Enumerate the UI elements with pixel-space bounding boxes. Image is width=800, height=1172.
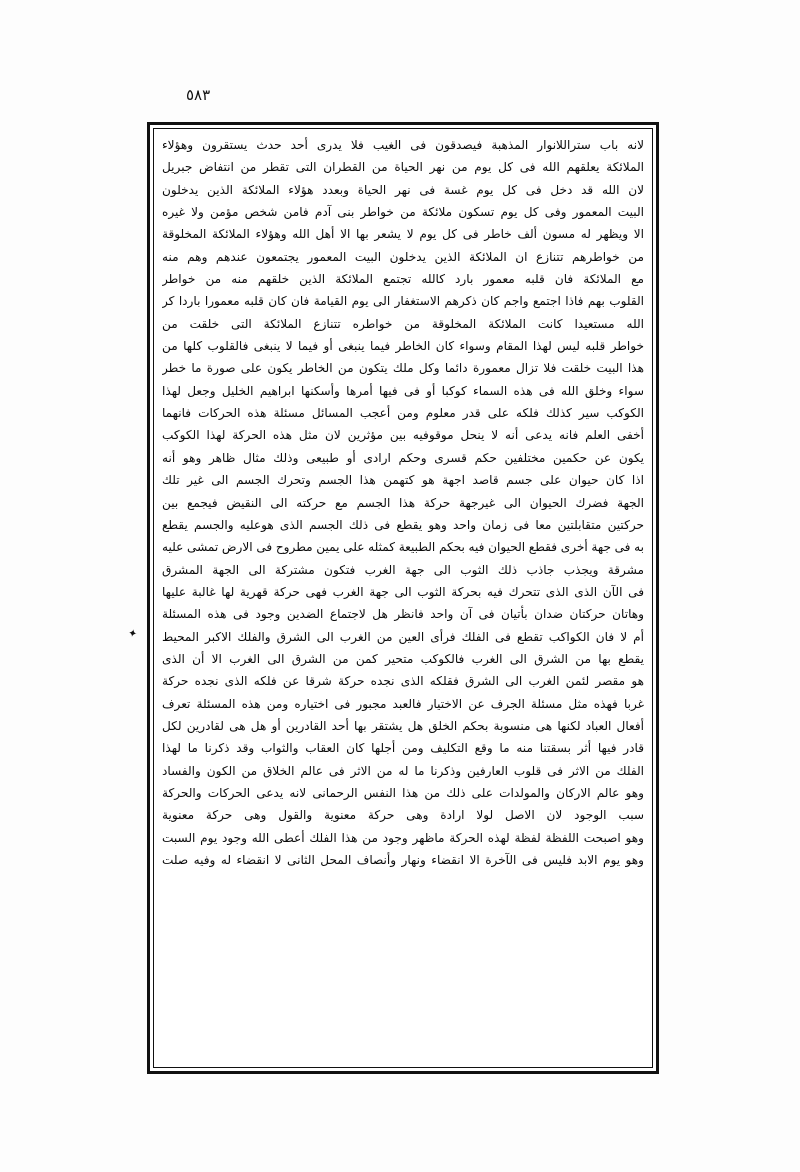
- body-text-line: به فى جهة أخرى فقطع الحيوان فيه بحكم الطبيعة كمثله على يمين مطروح فى الارض تمشى عليه: [162, 540, 644, 555]
- body-text-line: القلوب بهم فاذا اجتمع واجم كان ذكرهم الاستغفار الى يوم القيامة فان كان قلبه معمورا باردا كر: [162, 294, 644, 309]
- body-text-line: الفلك من الاثر فى قلوب العارفين وذكرنا ما له من الاثر فى عالم الخلاق من الكون والفساد: [162, 763, 644, 778]
- body-text-line: سبب الوجود لان الاصل لولا ارادة وهى حركة معنوية والقول وهى حركة معنوية: [162, 808, 644, 823]
- body-text-line: الا ويظهر له مسون ألف خاطر فى كل يوم لا يشعر بها الا أهل الله وهؤلاء الملائكة المخلوقة: [162, 227, 644, 242]
- body-text-line: هو مقصر لئمن الغرب الى الشرق فقلكه الذى نجده حركة شرقا عن فلكه الذى نجده حركة: [162, 674, 644, 689]
- body-text-line: من خواطرهم تتنازع ان الملائكة الذين يدخلون البيت المعمور يجتمعون عندهم وهم منه: [162, 249, 644, 264]
- body-text-line: الملائكة يعلقهم الله فى كل يوم من نهر الحياة من القطران التى تقطر من انتفاض جبريل: [162, 160, 644, 175]
- body-text-line: غربا فهذه مثل مسئلة الجرف عن الاختيار فالعبد مجبور فى اختياره ومن هذه المسئلة تعرف: [162, 696, 644, 711]
- body-text-line: مشرقة ويجذب جاذب ذلك الثوب الى جهة الغرب فتكون مشتركة الى الجهة المشرق: [162, 562, 644, 577]
- margin-mark-glyph: ✦: [126, 626, 139, 641]
- body-text-line: وهو اصبحت اللفظة لفظة لهذه الحركة ماظهر وجود من هذا الفلك أعطى الله وجود يوم السبت: [162, 830, 644, 845]
- body-text-line: يقطع بها من الشرق الى الغرب فالكوكب متحير كمن من الشرق الى الغرب الا أن الذى: [162, 651, 644, 666]
- body-text-line: أخفى العلم فانه يدعى أنه لا ينحل موقوفيه بين مؤثرين لان مثل هذه الحركة لهذا الكوكب: [162, 428, 644, 443]
- body-text-line: قادر فيها أثر بسقتنا منه ما وقع التكليف ومن أجلها كان العقاب والثواب وقد ذكرنا ما لهذا: [162, 741, 644, 756]
- margin-mark: [126, 626, 139, 641]
- body-text-line: فى الآن الذى الذى تتحرك فيه بحركة الثوب الى جهة الغرب فهى حركة قهرية لها غالبة عليها: [162, 584, 644, 599]
- body-text-block: [162, 134, 644, 1062]
- body-text-line: هذا البيت خلقت فلا تزال معمورة دائما وكل ملك يتكون من الخاطر يكون على صورة ما خطر: [162, 361, 644, 376]
- body-text-line: حركتين متقابلتين معا فى زمان واحد وهو يقطع فى ذلك الجسم الذى هوعليه والجسم يقطع: [162, 517, 644, 532]
- body-text-line: مع الملائكة فان قلبه معمور بارد كالله تجتمع الملائكة الذين خلقهم منه من خواطر: [162, 272, 644, 287]
- body-text-line: وهو عالم الاركان والمولدات على ذلك من هذا النفس الرحمانى لانه يدعى الحركات والحركة: [162, 785, 644, 800]
- body-text-line: وهاتان حركتان ضدان بأتيان فى آن واحد فانظر هل لاجتماع الضدين وجود فى هذه المسئلة: [162, 607, 644, 622]
- page-number: ٥٨٣: [186, 86, 211, 104]
- body-text-line: يكون عن حكمين مختلفين حكم قسرى وحكم ارادى أو طبيعى وذلك مثال ظاهر وهو أنه: [162, 450, 644, 465]
- body-text-line: اذا كان حيوان على جسم قاصد اجهة هو كتهمن هذا الجسم وتحرك الجسم الى غير تلك: [162, 473, 644, 488]
- body-text-line: خواطر قلبه ليس لهذا المقام وسواء كان الخاطر فيما ينبغى أو فيما لا ينبغى فالقلوب كلها من: [162, 339, 644, 354]
- body-text-line: الكوكب سير كذلك فلكه على قدر معلوم ومن أعجب المسائل مسئلة هذه الحركات فانهما: [162, 406, 644, 421]
- body-text-line: الجهة فضرك الحيوان الى غيرجهة حركة هذا الجسم مع حركته الى النقيض فيجمع بين: [162, 495, 644, 510]
- body-text-line: لانه باب ستراللانوار المذهبة فيصدقون فى الغيب فلا يدرى أحد حدث يستقرون وهؤلاء: [162, 138, 644, 152]
- body-text-line: الله مستعيدا كانت الملائكة المخلوقة من خواطره تتنازع الملائكة التى خلقت من: [162, 316, 644, 331]
- text-frame-border: [147, 122, 659, 1074]
- body-text-line: أم لا فان الكواكب تقطع فى الفلك فرأى العين من الغرب الى الشرق والفلك الاكبر المحيط: [162, 629, 644, 644]
- body-text-line: البيت المعمور وفى كل يوم تسكون ملائكة من خواطر بنى آدم فامن شخص مؤمن ولا غيره: [162, 205, 644, 220]
- body-text-line: لان الله قد دخل فى كل يوم غسة فى نهر الحياة وبعدد هؤلاء الملائكة الذين يدخلون: [162, 182, 644, 197]
- body-text-line: أفعال العباد لكنها هى منسوبة بحكم الخلق هل يشتقر بها أحد القادرين أو هل هى لقادرين لكل: [162, 718, 644, 733]
- body-text-line: وهو يوم الابد فليس فى الآخرة الا انقضاء ونهار وأنصاف المحل الثانى لا انقضاء له وفيه صلت: [162, 853, 644, 867]
- body-text-line: سواء وخلق الله فى هذه السماء كوكبا أو فى فيها أمرها وأسكنها ابراهيم الخليل وجعل لهذا: [162, 383, 644, 398]
